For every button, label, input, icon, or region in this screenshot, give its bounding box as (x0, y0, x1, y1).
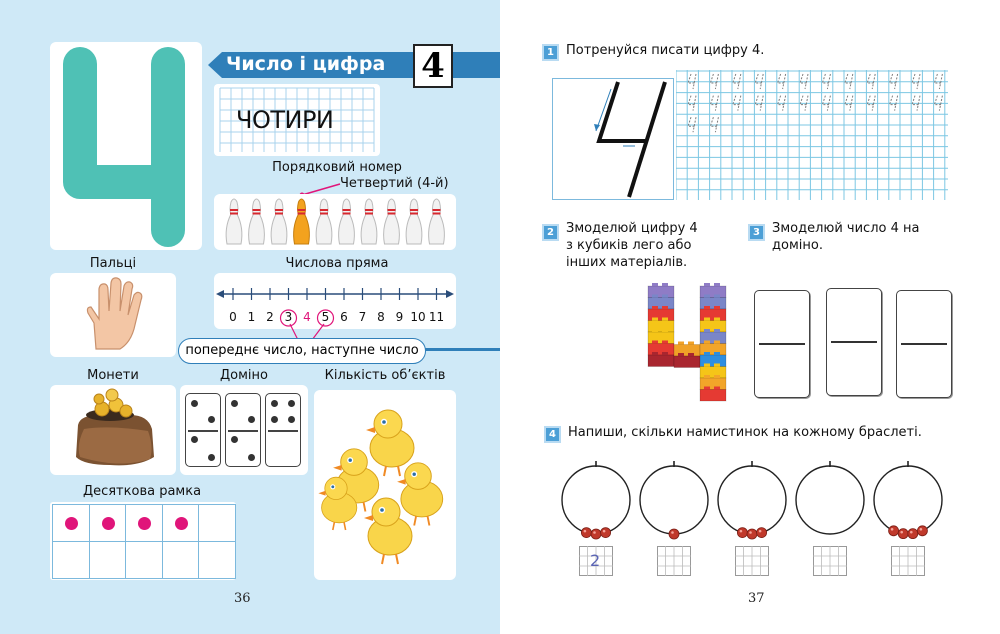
task-4-text: Напиши, скільки намистинок на кожному браслеті. (568, 425, 922, 440)
bowling-pin (316, 199, 332, 244)
answer-box[interactable] (735, 546, 769, 576)
domino-tile-2 (225, 393, 261, 467)
bracelet (562, 461, 630, 539)
number-line-tick-label: 7 (358, 310, 367, 324)
coin-purse-icon (50, 385, 176, 475)
number-line-tick-label: 8 (377, 310, 385, 324)
bead (908, 529, 918, 539)
word-card (214, 84, 380, 156)
bead (747, 529, 757, 539)
bead (757, 528, 767, 538)
chicks-illustration (314, 390, 456, 580)
ten-frame-dot (175, 517, 188, 530)
chick (397, 463, 443, 526)
domino-tile-3 (265, 393, 301, 467)
trace-model-digit (553, 79, 673, 199)
ten-frame-cell (162, 541, 200, 579)
ten-frame-dot (138, 517, 151, 530)
coins-label: Монети (87, 368, 139, 383)
bowling-pin (429, 199, 445, 244)
bowling-pins-card (214, 194, 456, 250)
number-line-tick-label: 3 (284, 310, 293, 324)
task-2-badge: 2 (542, 224, 559, 241)
fingers-card (50, 273, 176, 357)
task-4-badge: 4 (544, 426, 561, 443)
title-digit: 4 (421, 46, 445, 86)
bead (889, 526, 899, 536)
bowling-pin (384, 199, 400, 244)
number-line-tick-label: 5 (321, 310, 330, 324)
big-digit-4 (50, 42, 202, 250)
ten-frame-cell (89, 504, 127, 542)
bead (737, 528, 747, 538)
number-line-tick-label: 1 (247, 310, 256, 324)
chick (366, 410, 414, 476)
answer-handwritten: 2 (590, 551, 601, 570)
ten-frame-cell (125, 541, 163, 579)
connector-line (420, 348, 500, 351)
ten-frame-cell (52, 541, 90, 579)
number-line-label: Числова пряма (285, 256, 389, 271)
answer-box[interactable] (579, 546, 613, 576)
number-line-tick-label: 0 (229, 310, 237, 324)
fingers-label: Пальці (89, 256, 137, 271)
blank-domino-3[interactable] (896, 290, 952, 398)
ten-frame-cell (52, 504, 90, 542)
right-page (500, 0, 1000, 634)
bead (591, 529, 601, 539)
number-line-card (214, 273, 456, 329)
lego-brick (674, 342, 700, 357)
task-3-line-1: Змоделюй число 4 на (772, 221, 920, 236)
ordinal-label: Порядковий номер (272, 160, 402, 175)
bead (601, 528, 611, 538)
bracelet (874, 461, 942, 539)
bowling-pin-4th (294, 199, 310, 244)
bowling-pin (406, 199, 422, 244)
chicks-card (314, 390, 456, 580)
bracelet (640, 461, 708, 539)
ten-frame-label: Десяткова рамка (82, 484, 202, 499)
page-number-left: 36 (234, 591, 251, 606)
number-line-tick-label: 4 (303, 310, 311, 324)
ten-frame-dot (102, 517, 115, 530)
ten-frame-card (50, 502, 236, 580)
ten-frame-cell (89, 541, 127, 579)
objects-label: Кількість об’єктів (324, 368, 446, 383)
number-line-tick-label: 2 (266, 310, 274, 324)
answer-box[interactable] (657, 546, 691, 576)
title-digit-box (413, 44, 453, 88)
task-2-line-2: з кубиків лего або (566, 238, 692, 253)
lego-brick (700, 283, 726, 298)
ten-frame-cell (162, 504, 200, 542)
task-3-badge: 3 (748, 224, 765, 241)
bowling-pin (271, 199, 287, 244)
ten-frame-cell (198, 504, 236, 542)
task-1-text: Потренуйся писати цифру 4. (566, 43, 765, 58)
blank-domino-1[interactable] (754, 290, 810, 398)
domino-card (180, 385, 308, 475)
domino-label: Доміно (220, 368, 268, 383)
answer-box[interactable] (891, 546, 925, 576)
bracelet (718, 461, 786, 539)
bowling-pin (249, 199, 265, 244)
bead (669, 529, 679, 539)
number-line-tick-label: 10 (410, 310, 426, 324)
bead (581, 528, 591, 538)
trace-model-box (552, 78, 674, 200)
neighbors-pill (178, 338, 426, 364)
number-line-tick-label: 11 (428, 310, 445, 324)
hand-icon (50, 273, 176, 357)
number-word: ЧОТИРИ (236, 106, 334, 134)
big-digit-card (50, 42, 202, 250)
task-2-line-1: Змоделюй цифру 4 (566, 221, 698, 236)
ten-frame-cell (125, 504, 163, 542)
task-1-badge: 1 (542, 44, 559, 61)
bead (898, 529, 908, 539)
bowling-pin (361, 199, 377, 244)
number-line-tick-label: 9 (395, 310, 404, 324)
bowling-pin (339, 199, 355, 244)
bracelet (796, 461, 864, 534)
answer-box[interactable] (813, 546, 847, 576)
ten-frame-dot (65, 517, 78, 530)
coins-card (50, 385, 176, 475)
page-title: Число і цифра (226, 53, 386, 75)
writing-grid[interactable] (676, 70, 948, 200)
domino-tile-1 (185, 393, 221, 467)
neighbors-text: попереднє число, наступне число (185, 343, 419, 358)
number-line-tick-label: 6 (340, 310, 348, 324)
bowling-pin (226, 199, 242, 244)
blank-domino-2[interactable] (826, 288, 882, 396)
title-banner (208, 52, 500, 78)
task-3-line-2: доміно. (772, 238, 823, 253)
ordinal-value: Четвертий (4-й) (340, 176, 449, 191)
lego-digit-4 (644, 280, 728, 404)
task-2-line-3: інших матеріалів. (566, 255, 688, 270)
lego-brick (648, 283, 674, 298)
ten-frame-cell (198, 541, 236, 579)
page-number-right: 37 (748, 591, 765, 606)
bead (917, 526, 927, 536)
